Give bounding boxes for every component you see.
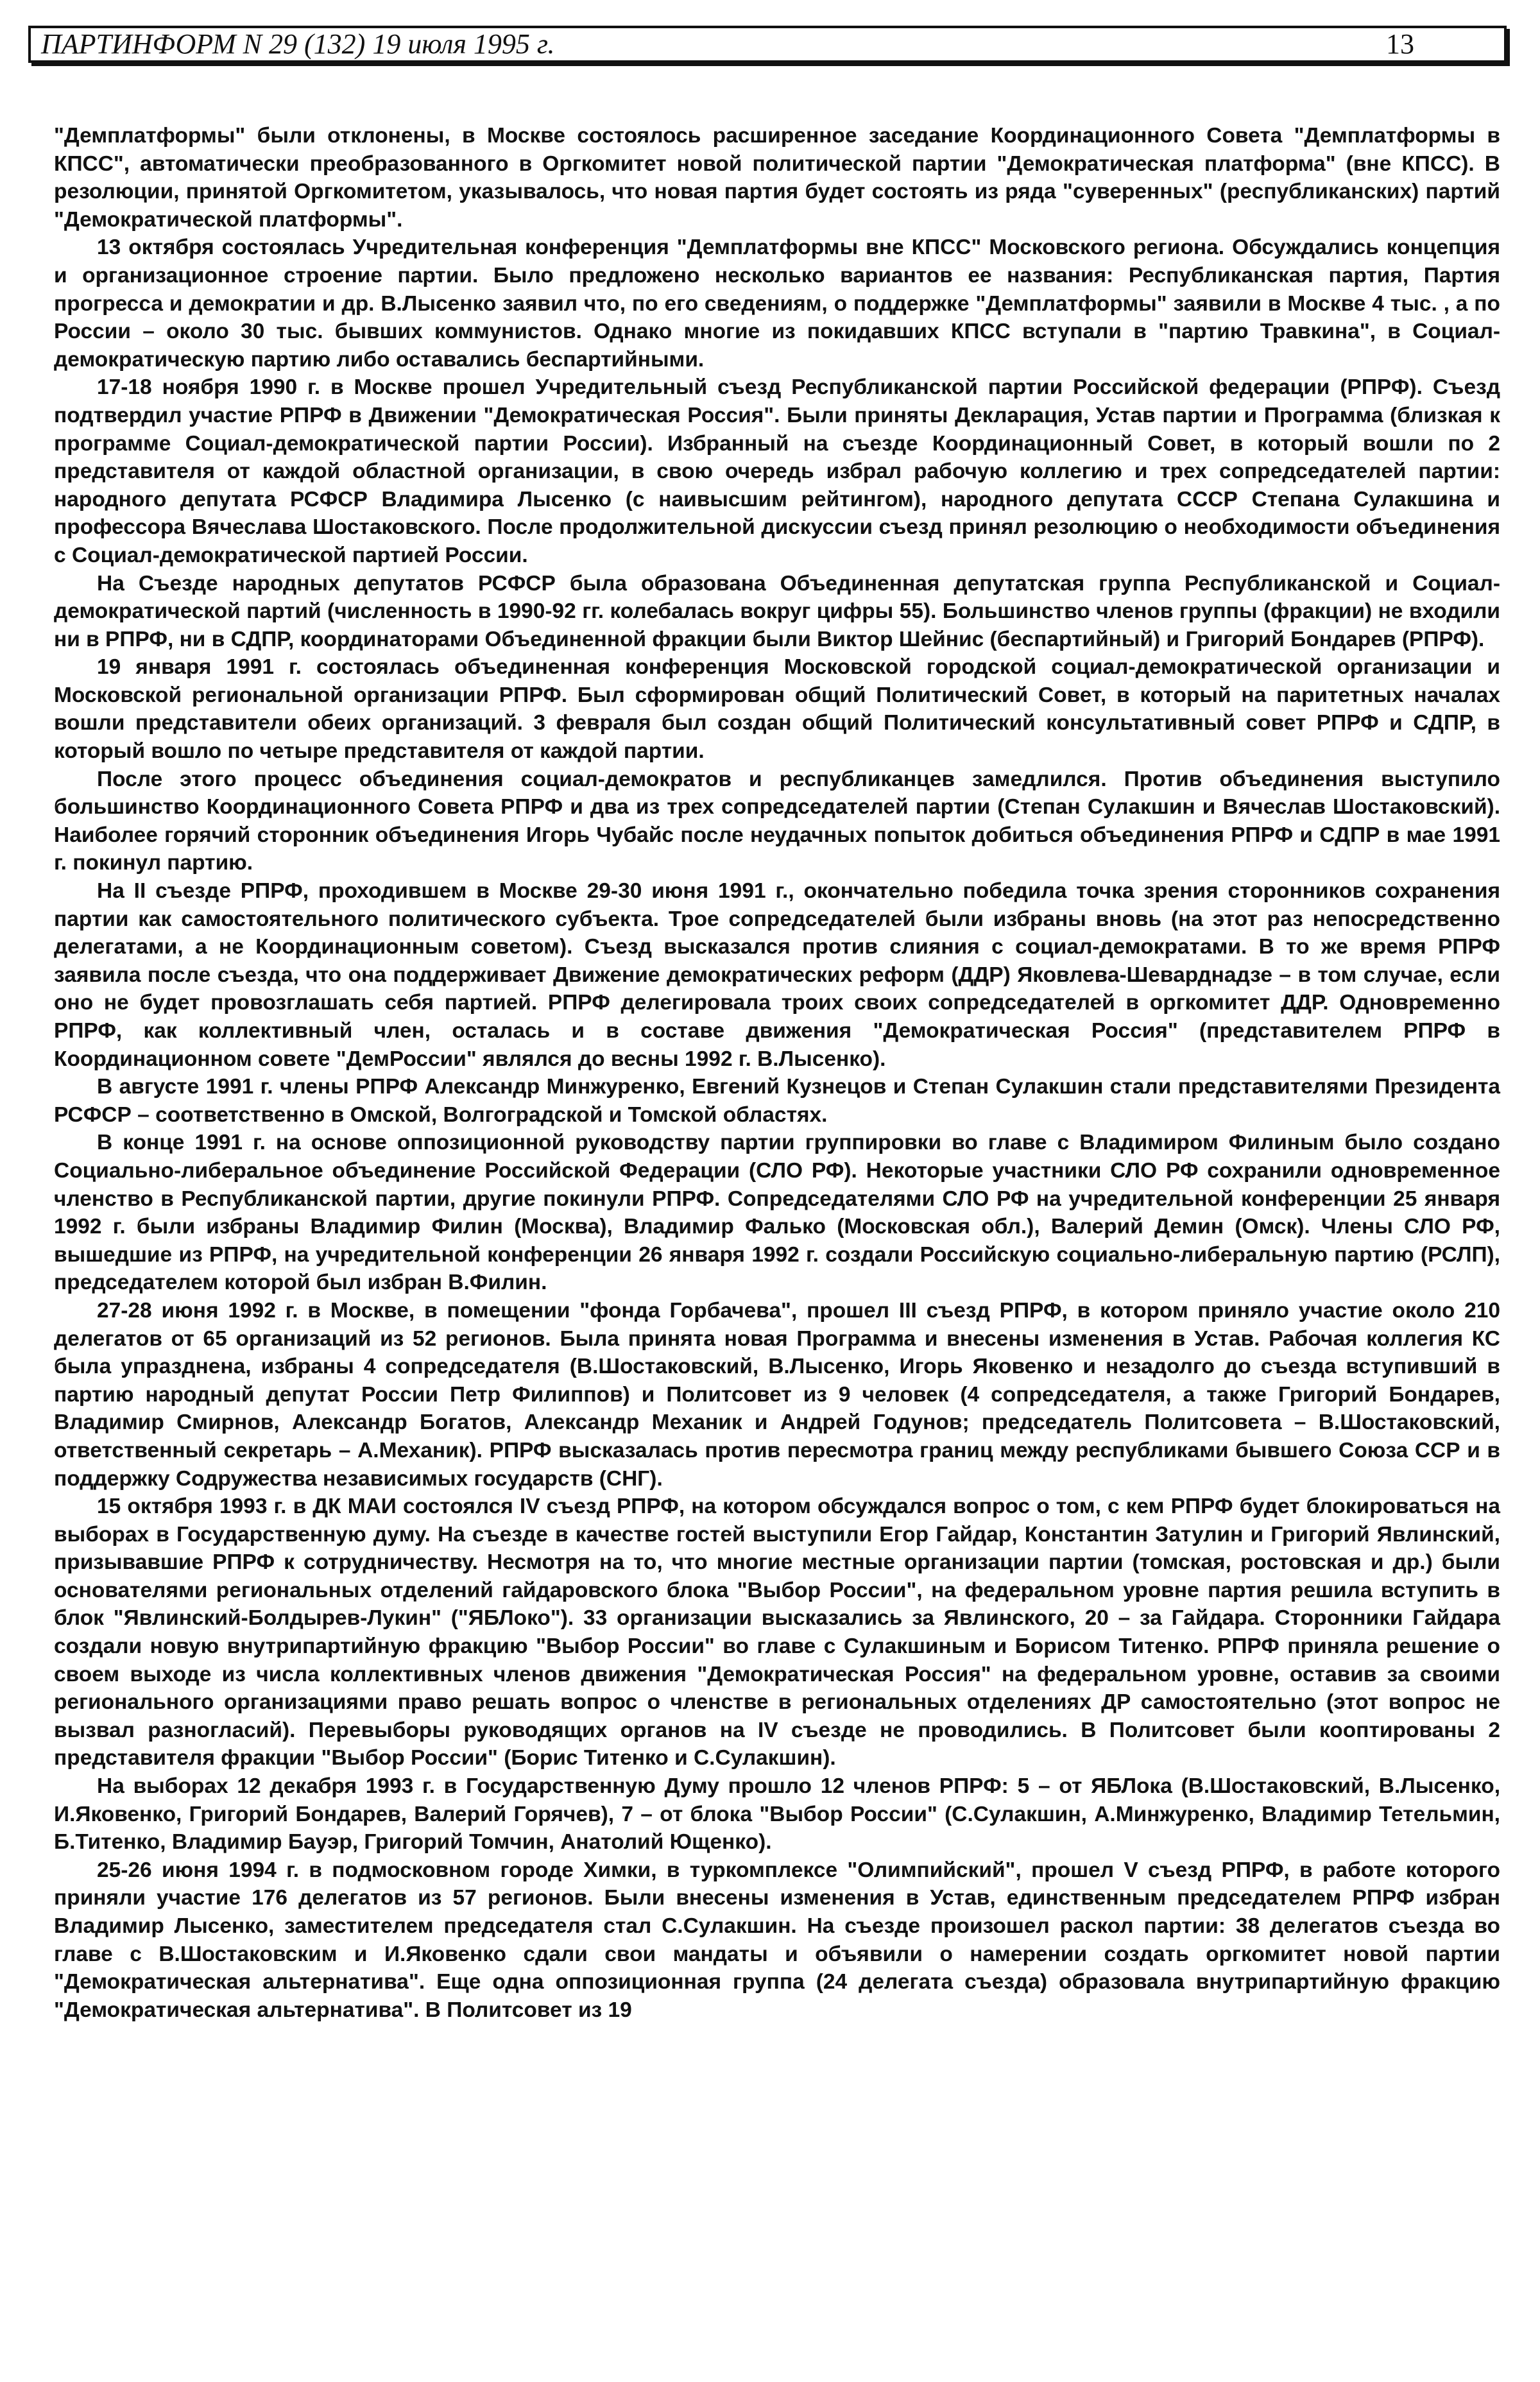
- paragraph: После этого процесс объединения социал-демократов и республиканцев замедлился. Против объединения выступило большинство Координационного Совета РПРФ и два из трех сопредседателей партии (Степан Сулакшин и Вячеслав Шостаковский). Наиболее горячий сторонник объединения Игорь Чубайс после неудачных попыток добиться объединения РПРФ и СДПР в мае 1991 г. покинул партию.: [54, 767, 1500, 875]
- paragraph: 27-28 июня 1992 г. в Москве, в помещении "фонда Горбачева", прошел III съезд РПРФ, в котором приняло участие около 210 делегатов от 65 организаций из 52 регионов. Была принята новая Программа и внесены изменения в Устав. Рабочая коллегия КС была упразднена, избраны 4 сопредседателя (В.Шостаковский, В.Лысенко, Игорь Яковенко и незадолго до съезда вступивший в партию народный депутат России Петр Филиппов) и Политсовет из 9 человек (4 сопредседателя, а также Григорий Бондарев, Владимир Смирнов, Александр Богатов, Александр Механик и Андрей Годунов; председатель Политсовета – В.Шостаковский, ответственный секретарь – А.Механик). РПРФ высказалась против пересмотра границ между республиками бывшего Союза ССР и в поддержку Содружества независимых государств (СНГ).: [54, 1298, 1500, 1491]
- paragraph: 19 января 1991 г. состоялась объединенная конференция Московской городской социал-демократической организации и Московской региональной организации РПРФ. Был сформирован общий Политический Совет, в который на паритетных началах вошли представители обеих организаций. 3 февраля был создан общий Политический консультативный совет РПРФ и СДПР, в который вошло по четыре представителя от каждой партии.: [54, 655, 1500, 764]
- paragraph: 17-18 ноября 1990 г. в Москве прошел Учредительный съезд Республиканской партии Российской федерации (РПРФ). Съезд подтвердил участие РПРФ в Движении "Демократическая Россия". Были приняты Декларация, Устав партии и Программа (близкая к программе Социал-демократической партии России). Избранный на съезде Координационный Совет, в который вошли по 2 представителя от каждой областной организации, в свою очередь избрал рабочую коллегию и трех сопредседателей партии: народного депутата РСФСР Владимира Лысенко (с наивысшим рейтингом), народного депутата СССР Степана Сулакшина и профессора Вячеслава Шостаковского. После продолжительной дискуссии съезд принял резолюцию о необходимости объединения с Социал-демократической партией России.: [54, 375, 1500, 567]
- publication-title: ПАРТИНФОРМ N 29 (132) 19 июля 1995 г.: [41, 28, 555, 60]
- paragraph: На Съезде народных депутатов РСФСР была образована Объединенная депутатская группа Республиканской и Социал-демократической партий (численность в 1990-92 гг. колебалась вокруг цифры 55). Большинство членов группы (фракции) не входили ни в РПРФ, ни в СДПР, координаторами Объединенной фракции были Виктор Шейнис (беспартийный) и Григорий Бондарев (РПРФ).: [54, 571, 1500, 651]
- page-number: 13: [1386, 28, 1414, 60]
- paragraph: На выборах 12 декабря 1993 г. в Государственную Думу прошло 12 членов РПРФ: 5 – от ЯБЛока (В.Шостаковский, В.Лысенко, И.Яковенко, Григорий Бондарев, Валерий Горячев), 7 – от блока "Выбор России" (С.Сулакшин, А.Минжуренко, Владимир Тетельмин, Б.Титенко, Владимир Бауэр, Григорий Томчин, Анатолий Ющенко).: [54, 1774, 1500, 1855]
- article-body: [54, 122, 1500, 2024]
- paragraph: 15 октября 1993 г. в ДК МАИ состоялся IV съезд РПРФ, на котором обсуждался вопрос о том, с кем РПРФ будет блокироваться на выборах в Государственную думу. На съезде в качестве гостей выступили Егор Гайдар, Константин Затулин и Григорий Явлинский, призывавшие РПРФ к сотрудничеству. Несмотря на то, что многие местные организации партии (томская, ростовская и др.) были основателями региональных отделений гайдаровского блока "Выбор России", на федеральном уровне партия решила вступить в блок "Явлинский-Болдырев-Лукин" ("ЯБЛоко"). 33 организации высказались за Явлинского, 20 – за Гайдара. Сторонники Гайдара создали новую внутрипартийную фракцию "Выбор России" во главе с Сулакшиным и Борисом Титенко. РПРФ приняла решение о своем выходе из числа коллективных членов движения "Демократическая Россия" на федеральном уровне, оставив за своими регионального организациями право решать вопрос о членстве в региональных отделениях ДР самостоятельно (этот вопрос не вызвал разногласий). Перевыборы руководящих органов на IV съезде не проводились. В Политсовет были кооптированы 2 представителя фракции "Выбор России" (Борис Титенко и С.Сулакшин).: [54, 1495, 1500, 1770]
- page-header: [28, 26, 1507, 63]
- paragraph: 25-26 июня 1994 г. в подмосковном городе Химки, в туркомплексе "Олимпийский", прошел V съезд РПРФ, в работе которого приняли участие 176 делегатов из 57 регионов. Были внесены изменения в Устав, единственным председателем РПРФ избран Владимир Лысенко, заместителем председателя стал С.Сулакшин. На съезде произошел раскол партии: 38 делегатов съезда во главе с В.Шостаковским и И.Яковенко сдали свои мандаты и объявили о намерении создать оргкомитет новой партии "Демократическая альтернатива". Еще одна оппозиционная группа (24 делегата съезда) образовала внутрипартийную фракцию "Демократическая альтернатива". В Политсовет из 19: [54, 1858, 1500, 2022]
- paragraph-continued: "Демплатформы" были отклонены, в Москве состоялось расширенное заседание Координационного Совета "Демплатформы в КПСС", автоматически преобразованного в Оргкомитет новой политической партии "Демократическая платформа" (вне КПСС). В резолюции, принятой Оргкомитетом, указывалось, что новая партия будет состоять из ряда "суверенных" (республиканских) партий "Демократической платформы".: [54, 124, 1500, 232]
- paragraph: В конце 1991 г. на основе оппозиционной руководству партии группировки во главе с Владимиром Филиным было создано Социально-либеральное объединение Российской Федерации (СЛО РФ). Некоторые участники СЛО РФ сохранили одновременное членство в Республиканской партии, другие покинули РПРФ. Сопредседателями СЛО РФ на учредительной конференции 25 января 1992 г. были избраны Владимир Филин (Москва), Владимир Фалько (Московская обл.), Валерий Демин (Омск). Члены СЛО РФ, вышедшие из РПРФ, на учредительной конференции 26 января 1992 г. создали Российскую социально-либеральную партию (РСЛП), председателем которой был избран В.Филин.: [54, 1131, 1500, 1295]
- paragraph: 13 октября состоялась Учредительная конференция "Демплатформы вне КПСС" Московского региона. Обсуждались концепция и организационное строение партии. Было предложено несколько вариантов ее названия: Республиканская партия, Партия прогресса и демократии и др. В.Лысенко заявил что, по его сведениям, о поддержке "Демплатформы" заявили в Москве 4 тыс. , а по России – около 30 тыс. бывших коммунистов. Однако многие из покидавших КПСС вступали в "партию Травкина", в Социал-демократическую партию либо оставались беспартийными.: [54, 236, 1500, 372]
- paragraph: На II съезде РПРФ, проходившем в Москве 29-30 июня 1991 г., окончательно победила точка зрения сторонников сохранения партии как самостоятельного политического субъекта. Трое сопредседателей были избраны вновь (на этот раз непосредственно делегатами, а не Координационным советом). Съезд высказался против слияния с социал-демократами. В то же время РПРФ заявила после съезда, что она поддерживает Движение демократических реформ (ДДР) Яковлева-Шеварднадзе – в том случае, если оно не будет провозглашать себя партией. РПРФ делегировала троих своих сопредседателей в оргкомитет ДДР. Одновременно РПРФ, как коллективный член, осталась и в составе движения "Демократическая Россия" (представителем РПРФ в Координационном совете "ДемРоссии" являлся до весны 1992 г. В.Лысенко).: [54, 879, 1500, 1071]
- paragraph: В августе 1991 г. члены РПРФ Александр Минжуренко, Евгений Кузнецов и Степан Сулакшин стали представителями Президента РСФСР – соответственно в Омской, Волгоградской и Томской областях.: [54, 1075, 1500, 1127]
